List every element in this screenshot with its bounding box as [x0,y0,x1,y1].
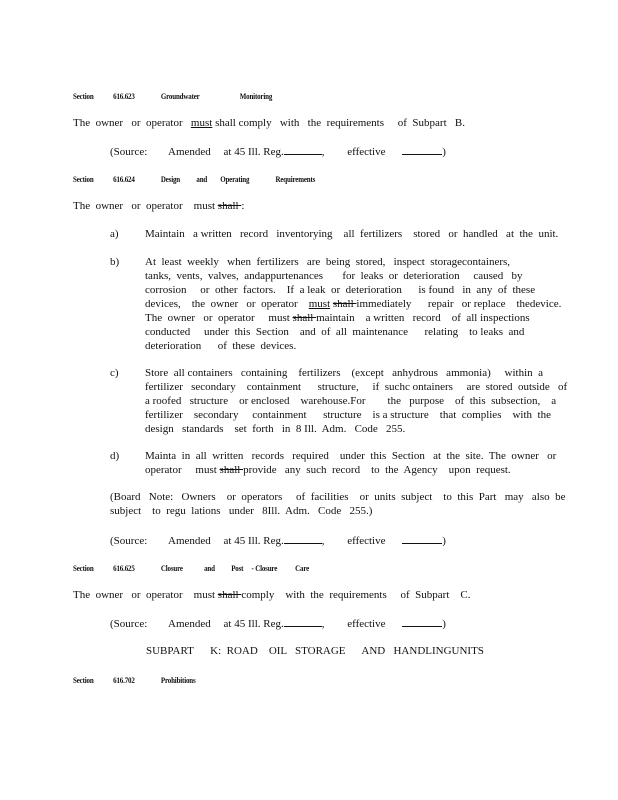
text-line: conducted under this Section and of all maintenance relating to leaks and [145,326,525,338]
blank-line [284,533,322,544]
section-word: Section [73,675,94,685]
item-body-d [145,449,556,477]
subpart-heading [146,644,484,658]
item-label-d: d) [110,450,120,462]
source-effective: effective [347,618,386,630]
text: : [241,200,245,212]
deleted-text: shall [217,200,242,212]
section-title-word: - Closure [251,563,278,573]
item-body-c [145,366,567,436]
deleted-text: shall [292,312,317,324]
text: devices, the owner or operator [145,298,309,310]
text: operator must [145,464,220,476]
source-amended: Amended [168,618,211,630]
text-line: (Board Note: Owners or operators of facilities or units subject to this Part may also be [110,491,566,503]
section-heading-616-625 [73,561,309,575]
blank-line [402,144,442,155]
blank-line [402,533,442,544]
section-title-word: Monitoring [239,91,273,101]
paragraph-616-623 [73,116,465,130]
source-reg: at 45 Ill. Reg. [223,535,284,547]
text-line: corrosion or other factors. If a leak or deterioration is found in any of these [145,284,536,296]
blank-line [284,144,322,155]
text: , [321,618,325,630]
item-label-b: b) [110,256,120,268]
text: maintain a written record of all inspections [316,312,530,324]
text: immediately repair or replace thedevice. [356,298,562,310]
text-line: a roofed structure or enclosed warehouse.For the purpose of this subsection, a [145,395,557,407]
section-title-word: Prohibitions [160,675,196,685]
source-note [110,533,446,548]
text: The owner or operator [73,117,191,129]
text: ) [442,618,446,630]
section-title-word: Closure [160,563,183,573]
deleted-text: shall [332,298,357,310]
section-number: 616.623 [113,91,135,101]
text: ) [442,146,446,158]
text-line: deterioration of these devices. [145,340,297,352]
item-body-a [145,227,558,241]
paragraph-616-625 [73,588,470,602]
source-reg: at 45 Ill. Reg. [223,618,284,630]
text: The owner or operator must [145,312,293,324]
deleted-text: shall [217,589,242,601]
source-label: (Source: [110,146,148,158]
text-line: fertilizer secondary containment structure, if suchc ontainers are stored outside of [145,381,568,393]
board-note [110,490,566,518]
text-line: design standards set forth in 8 Ill. Adm. Code 255. [145,423,406,435]
source-label: (Source: [110,618,148,630]
text-line: Store all containers containing fertilizers (except anhydrous ammonia) within a [145,367,544,379]
source-amended: Amended [168,146,211,158]
section-word: Section [73,91,94,101]
source-effective: effective [347,535,386,547]
section-word: Section [73,174,94,184]
text: ) [442,535,446,547]
section-number: 616.702 [113,675,135,685]
inserted-text: must [308,298,331,310]
text: , [321,535,325,547]
source-effective: effective [347,146,386,158]
section-word: Section [73,563,94,573]
text: The owner or operator must [73,589,218,601]
text-line [145,463,556,477]
paragraph-616-624-intro [73,199,244,213]
text-line: Mainta in all written records required under this Section at the site. The owner or [145,450,557,462]
blank-line [284,616,322,627]
text: The owner or operator must [73,200,218,212]
source-label: (Source: [110,535,148,547]
item-label-a: a) [110,228,119,240]
text: , [321,146,325,158]
text-line: subject to regu lations under 8Ill. Adm. Code 255.) [110,505,373,517]
text: provide any such record to the Agency upon request. [243,464,511,476]
text: comply with the requirements of Subpart C. [241,589,471,601]
section-number: 616.624 [113,174,135,184]
text-line: tanks, vents, valves, andappurtenances for leaks or deterioration caused by [145,270,523,282]
source-reg: at 45 Ill. Reg. [223,146,284,158]
text: shall comply with the requirements of Subpart B. [212,117,465,129]
section-title-word: Post [231,563,244,573]
text-line: At least weekly when fertilizers are being stored, inspect storagecontainers, [145,256,511,268]
section-heading-616-624 [73,172,315,186]
section-title-word: Operating [220,174,250,184]
text-line: fertilizer secondary containment structure is a structure that complies with the [145,409,551,421]
source-amended: Amended [168,535,211,547]
section-title-word: Design [160,174,181,184]
section-heading-616-702 [73,673,196,687]
text-line [145,297,561,311]
section-title-word: Groundwater [160,91,200,101]
source-note [110,144,446,159]
section-title-word: Requirements [275,174,316,184]
section-title-word: and [204,563,215,573]
section-title-word: Care [295,563,310,573]
source-note [110,616,446,631]
subpart-title: SUBPART K: ROAD OIL STORAGE AND HANDLINGUNITS [146,645,484,657]
inserted-text: must [190,117,213,129]
section-title-word: and [196,174,208,184]
deleted-text: shall [219,464,244,476]
item-body-b [145,255,561,353]
item-label-c: c) [110,367,119,379]
section-heading-616-623 [73,89,272,103]
blank-line [402,616,442,627]
section-number: 616.625 [113,563,135,573]
text-line [145,311,561,325]
text: Maintain a written record inventorying all fertilizers stored or handled at the unit. [145,228,559,240]
